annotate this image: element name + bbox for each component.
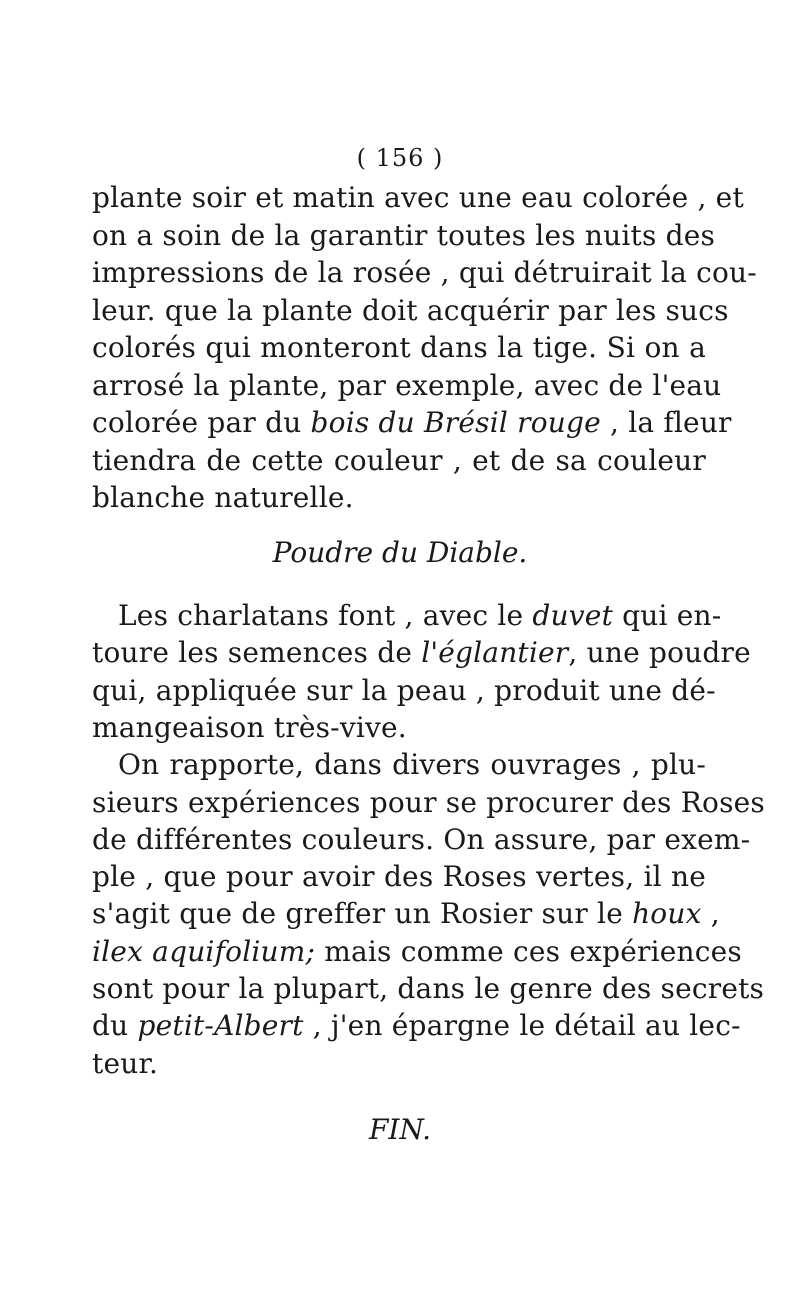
section-heading: Poudre du Diable. [272,536,528,569]
text-span: , la fleur [600,406,732,439]
text-span: arrosé la plante, par exemple, avec de l'eau [92,368,722,402]
text-line [92,859,706,895]
text-line [92,710,706,746]
text-line [92,293,729,329]
text-line [118,747,706,783]
text-span: qui en- [613,599,722,632]
text-span: du [92,1009,138,1043]
text-span: , j'en épargne le détail au lec- [303,1009,741,1043]
text-span: toure les semences de [92,636,422,670]
text-line [92,405,732,441]
text-span: colorée par du [92,406,311,439]
text-line [92,1046,706,1082]
italic-text: bois du Brésil rouge [310,406,601,439]
text-line [92,480,706,516]
text-line [92,1008,741,1044]
text-line [118,598,722,634]
text-span: impressions de la rosée , qui détruirait la cou- [92,256,757,289]
text-span: mangeaison très-vive. [92,710,407,744]
text-span: teur. [92,1046,159,1080]
italic-text: duvet [532,599,614,632]
text-line [92,785,765,821]
text-span: , [701,897,720,931]
page-number: ( 156 ) [356,144,444,172]
text-span: On rapporte, dans divers ouvrages , plu- [118,748,706,782]
text-line [92,443,706,479]
text-line [92,673,716,709]
text-span: colorés qui monteront dans la tige. Si on a [92,331,706,364]
text-span: blanche naturelle. [92,481,354,514]
text-line [92,896,720,932]
text-line [92,971,765,1007]
text-span: leur. que la plante doit acquérir par les sucs [92,293,729,327]
text-line [92,218,716,254]
italic-text: ilex aquifolium; [92,934,316,968]
text-span: de différentes couleurs. On assure, par exem- [92,822,751,856]
italic-text: houx [632,897,702,931]
text-span: , une poudre [568,636,751,670]
text-line [92,180,744,216]
text-span: tiendra de cette couleur , et de sa couleur [92,443,706,477]
text-line [92,934,742,970]
text-line [92,635,751,671]
text-span: on a soin de la garantir toutes les nuits des [92,218,716,252]
text-span: mais comme ces expériences [315,934,742,968]
text-span: plante soir et matin avec une eau colorée , et [92,181,744,214]
text-line [92,822,751,858]
closing-fin: FIN. [368,1113,432,1146]
text-span: ple , que pour avoir des Roses vertes, il ne [92,860,706,894]
text-span: sieurs expériences pour se procurer des Roses [92,785,765,819]
text-span: qui, appliquée sur la peau , produit une dé- [92,673,716,707]
text-span: sont pour la plupart, dans le genre des secrets [92,972,765,1005]
italic-text: l'églantier [421,636,569,670]
text-span: s'agit que de greffer un Rosier sur le [92,897,633,931]
italic-text: petit-Albert [137,1009,304,1043]
text-line [92,330,706,366]
text-line [92,255,757,291]
text-span: Les charlatans font , avec le [118,599,533,632]
text-line [92,368,722,404]
